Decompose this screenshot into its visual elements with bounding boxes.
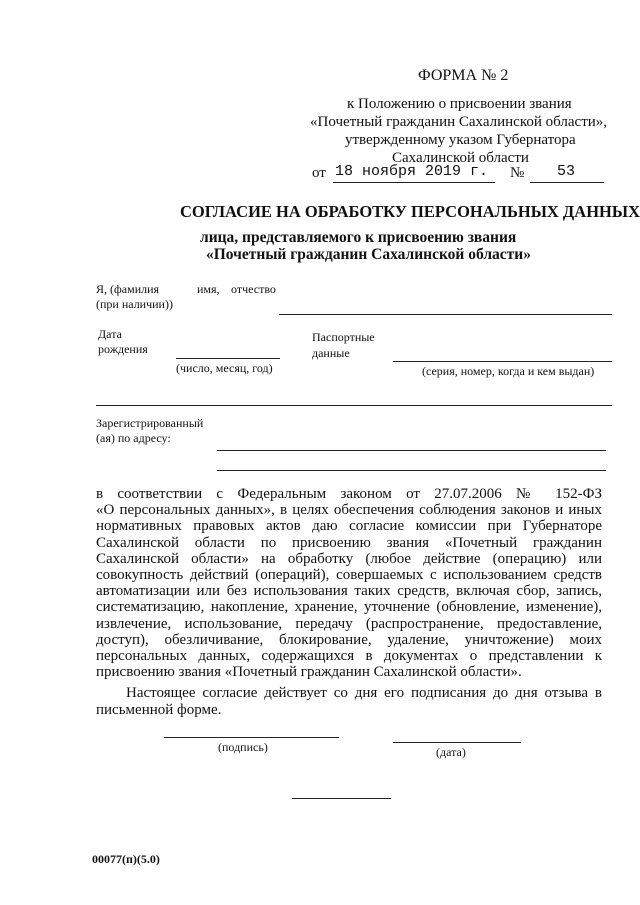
name-label-patronymic: отчество: [231, 282, 276, 296]
passport-input-line[interactable]: [393, 361, 612, 362]
consent-line: доступ), обезличивание, блокирование, удаление, уничтожение) моих: [96, 631, 602, 648]
reference-line-4: Сахалинской области: [392, 150, 529, 166]
consent-line: нормативных правовых актов даю согласие комиссии при Губернаторе: [96, 518, 602, 535]
separator-line: [292, 798, 391, 799]
consent-line: извлечение, использование, передачу (распространение, предоставление,: [96, 615, 602, 632]
consent-line: «О персональных данных», в целях обеспечения соблюдения законов и иных: [96, 502, 602, 519]
order-date-value: 18 ноября 2019 г.: [335, 163, 489, 180]
full-name-input-line[interactable]: [279, 314, 612, 315]
address-input-line-2[interactable]: [217, 470, 606, 471]
birth-date-input-line[interactable]: [176, 358, 280, 359]
signature-date-hint: (дата): [436, 745, 466, 759]
consent-line: Сахалинской области по присвоению звания «Почетный гражданин: [96, 534, 602, 551]
reference-line-3: утвержденному указом Губернатора: [345, 132, 576, 148]
form-code: 00077(п)(5.0): [92, 852, 160, 866]
passport-label-1: Паспортные: [312, 330, 375, 344]
signature-date-line[interactable]: [393, 742, 521, 743]
validity-line-1: Настоящее согласие действует со дня его подписания до дня отзыва в: [126, 685, 602, 702]
order-number-underline: [530, 182, 604, 183]
passport-label-2: данные: [312, 346, 350, 360]
consent-line: присвоению звания «Почетный гражданин Сахалинской области».: [96, 664, 522, 681]
order-date-underline: [333, 182, 495, 183]
consent-line: совокупность действий (операций), совершаемых с использованием средств: [96, 567, 602, 584]
consent-line: в соответствии с Федеральным законом от 27.07.2006 № 152-ФЗ: [96, 486, 602, 502]
form-number: ФОРМА № 2: [418, 67, 509, 84]
signature-line[interactable]: [164, 737, 339, 738]
consent-line: систематизацию, накопление, хранение, уточнение (обновление, изменение),: [96, 599, 602, 616]
address-input-line-1[interactable]: [217, 450, 606, 451]
document-title: СОГЛАСИЕ НА ОБРАБОТКУ ПЕРСОНАЛЬНЫХ ДАННЫХ: [180, 202, 640, 221]
order-number-label: №: [510, 165, 525, 181]
passport-input-line-2[interactable]: [96, 405, 612, 406]
name-label-surname: Я, (фамилия: [96, 282, 160, 296]
document-subtitle-1: лица, представляемого к присвоению звания: [200, 229, 517, 246]
consent-line: Сахалинской области» на обработку (любое действие (операцию) или: [96, 550, 602, 567]
birth-date-label-2: рождения: [98, 342, 148, 356]
consent-paragraph: [96, 486, 602, 718]
order-number-value: 53: [557, 163, 576, 180]
date-from-label: от: [312, 165, 326, 181]
reference-line-2: «Почетный гражданин Сахалинской области»,: [310, 114, 608, 130]
birth-date-hint: (число, месяц, год): [176, 361, 273, 375]
birth-date-label-1: Дата: [98, 327, 122, 341]
name-label-given: имя,: [197, 282, 220, 296]
reference-line-1: к Положению о присвоении звания: [347, 96, 572, 112]
consent-line: персональных данных, содержащихся в документах о представлении к: [96, 648, 602, 665]
name-label-optional: (при наличии)): [96, 297, 173, 311]
passport-hint: (серия, номер, когда и кем выдан): [422, 364, 595, 378]
document-subtitle-2: «Почетный гражданин Сахалинской области»: [206, 246, 531, 263]
validity-line-2: письменной форме.: [96, 701, 222, 718]
consent-line: автоматизации или без использования таких средств, включая сбор, запись,: [96, 583, 602, 600]
signature-hint: (подпись): [218, 740, 268, 754]
address-label-2: (ая) по адресу:: [96, 431, 171, 445]
address-label-1: Зарегистрированный: [96, 416, 204, 430]
